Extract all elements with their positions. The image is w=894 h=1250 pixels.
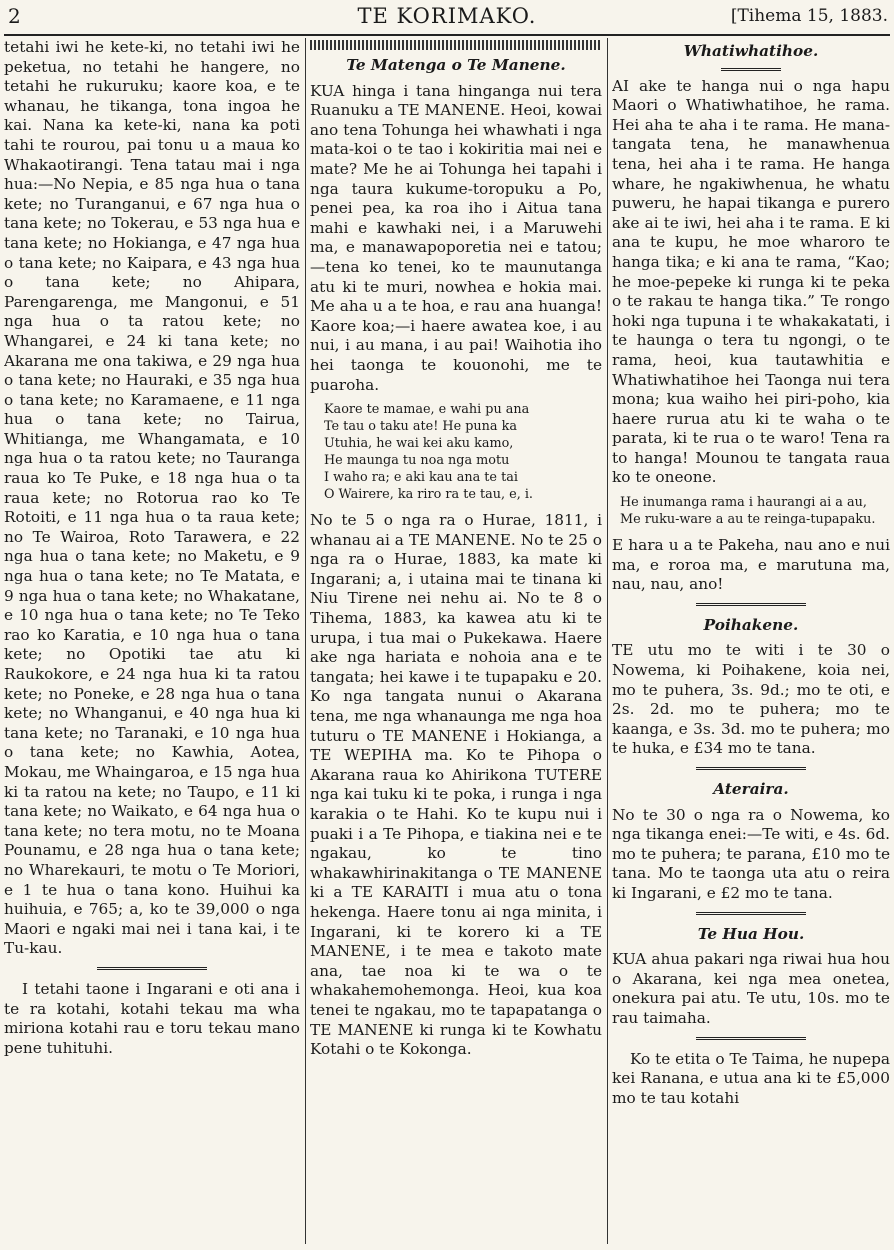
article-paragraph: No te 30 o nga ra o Nowema, ko nga tikanga enei:—Te witi, e 4s. 6d. mo te puhera; te parana, £10 mo te tana. Mo te taonga uta atu o reira ki Ingarani, e £2 mo te tana.: [612, 805, 890, 902]
page-number: 2: [8, 4, 21, 28]
ornamental-rule: [310, 40, 602, 50]
section-rule: [97, 967, 207, 972]
poem-line: Te tau o taku ate! He puna ka: [324, 419, 517, 435]
article-paragraph: No te 5 o nga ra o Hurae, 1811, i whanau ai a TE MANENE. No te 25 o nga ra o Hurae, 1883, ka mate ki Ingarani; a, i utaina mai te tinana ki Niu Tirene nei nehu ai. No te 8 o Tihema, 1883, ka kawea atu ki te urupa, i tua mai o Pukekawa. Haere ake nga hariata e nohoia ana e te tangata; hei kawe i te tupapaku e 20. Ko nga tangata nunui o Akarana tena, me nga whanaunga me nga hoa tuturu o TE MANENE i Hokianga, a TE WEPIHA ma. Ko te Pihopa o Akarana raua ko Ahirikona TUTERE nga kai tuku ki te poka, i runga i nga karakia o te Hahi. Ko te kupu nui i puaki i a Te Pihopa, e tiakina nei e te ngakau, ko te tino whakawhirinakitanga o TE MANENE ki a TE KARAITI i mua atu o tona hekenga. Haere tonu ai nga minita, i Ingarani, ki te korero ki a TE MANENE, i te mea e takoto mate ana, tae noa ki te wa o te whakahemohemonga. Heoi, kua koa tenei te ngakau, mo te tapapatanga o TE MANENE ki runga ki te Kowhatu Kotahi o te Kokonga.: [310, 511, 602, 1059]
poem-line: Utuhia, he wai kei aku kamo,: [324, 436, 514, 452]
column-divider: [607, 38, 608, 1244]
poem-line: I waho ra; e aki kau ana te tai: [324, 470, 518, 486]
article-paragraph: Ko te etita o Te Taima, he nupepa kei Ranana, e utua ana ki te £5,000 mo te tau kotahi: [612, 1049, 890, 1107]
article-paragraph: AI ake te hanga nui o nga hapu Maori o Whatiwhatihoe, he rama. Hei aha te aha i te rama. He mana-tangata tena, he manawhenua tena, hei aha i te rama. He hanga whare, he ngakiwhenua, he whatu puweru, he hapai tikanga e purero ake ai te iwi, hei aha i te rama. E ki ana te kupu, he moe wharoro te hanga tika; e ki ana te rama, “Kao; he moe-pepeke ki runga ki te peka o te rakau te hanga tika.” Te rongo hoki nga tupuna i te whakakatati, i te haunga o tera tu ngongi, o te rama, heoi, kua tautawhitia e Whatiwhatihoe hei Taonga nui tera mona; kua waiho hei piri-poho, kia haere rurua atu ki te waha o te parata, ki te rua o te waro! Tena ra to hanga! Mounou te tangata raua ko te oneone.: [612, 76, 890, 487]
header-rule: [4, 34, 890, 36]
issue-date: [Tihema 15, 1883.: [730, 6, 888, 26]
article-paragraph: tetahi iwi he kete-ki, no tetahi iwi he peketua, no tetahi he hangere, no tetahi he rukuruku; kaore koa, e te whanau, he tikanga, tona ingoa he kai. Nana ka kete-ki, nana ka poti tahi te rourou, pai tonu u a maua ko Whakaotirangi. Tena tatau mai i nga hua:—No Nepia, e 85 nga hua o tana kete; no Turanganui, e 67 nga hua o tana kete; no Tokerau, e 53 nga hua e tana kete; no Hokianga, e 47 nga hua o tana kete; no Kaipara, e 43 nga hua o tana kete; no Ahipara, Parengarenga, me Mangonui, e 51 nga hua o ta ratou kete; no Whangarei, e 24 ki tana kete; no Akarana me ona takiwa, e 29 nga hua o tana kete; no Hauraki, e 35 nga hua o tana kete; no Karamaene, e 11 nga hua o tana kete; no Tairua, Whitianga, me Whangamata, e 10 nga hua o ta ratou kete; no Tauranga raua ko Te Puke, e 18 nga hua o ta raua kete; no Rotorua rao ko Te Rotoiti, e 11 nga hua o ta raua kete; no Te Wairoa, Roto Tarawera, e 22 nga hua o tana kete; no Maketu, e 9 nga hua o tana kete; no Te Matata, e 9 nga hua o tana kete; no Whakatane, e 10 nga hua o tana kete; no Te Teko rao ko Karatia, e 10 nga hua o tana kete; no Opotiki tae atu ki Raukokore, e 24 nga hua ki ta ratou kete; no Poneke, e 28 nga hua o tana kete; no Whanganui, e 40 nga hua ki tana kete; no Taranaki, e 10 nga hua o tana kete; no Kawhia, Aotea, Mokau, me Whaingaroa, e 15 nga hua ki ta ratou na kete; no Taupo, e 11 ki tana kete; no Waikato, e 64 nga hua o tana kete; no tera motu, no te Moana Pounamu, e 28 nga hua o tana kete; no Wharekauri, te motu o Te Moriori, e 1 te hua o tana kono. Huihui ka huihuia, e 765; a, ko te 39,000 o nga Maori e ngaki mai nei i tana kai, i te Tu-kau.: [4, 38, 300, 958]
poem-line: Me ruku-ware a au te reinga-tupapaku.: [620, 512, 876, 528]
poem-line: O Wairere, ka riro ra te tau, e, i.: [324, 487, 534, 503]
article-paragraph: KUA ahua pakari nga riwai hua hou o Akarana, kei nga mea onetea, onekura pai atu. Te utu, 10s. mo te rau taimaha.: [612, 950, 890, 1027]
article-heading: Whatiwhatihoe.: [683, 42, 819, 60]
poem-line: He maunga tu noa nga motu: [324, 453, 510, 469]
column-left: [4, 38, 300, 1058]
article-paragraph: TE utu mo te witi i te 30 o Nowema, ki Poihakene, koia nei, mo te puhera, 3s. 9d.; mo te oti, e 2s. 2d. mo te puhera; mo te kaanga, e 3s. 3d. mo te puhera; mo te huka, e £34 mo te tana.: [612, 641, 890, 758]
poem-line: He inumanga rama i haurangi ai a au,: [620, 495, 867, 511]
article-heading: Ateraira.: [713, 780, 789, 798]
poem: [324, 401, 602, 503]
article-heading: Te Matenga o Te Manene.: [346, 56, 566, 74]
section-rule: [721, 68, 781, 73]
column-divider: [305, 38, 306, 1244]
column-right: [612, 38, 890, 1108]
article-paragraph: E hara u a te Pakeha, nau ano e nui ma, e roroa ma, e marutuna ma, nau, nau, ano!: [612, 536, 890, 594]
section-rule: [696, 1037, 806, 1042]
masthead: TE KORIMAKO.: [357, 4, 537, 28]
article-paragraph: I tetahi taone i Ingarani e oti ana i te ra kotahi, kotahi tekau ma wha miriona kotahi rau e toru tekau mano pene tuhituhi.: [4, 979, 300, 1057]
article-heading: Te Hua Hou.: [697, 924, 805, 943]
article-paragraph: KUA hinga i tana hinganga nui tera Ruanuku a TE MANENE. Heoi, kowai ano tena Tohunga hei whawhati i nga mata-koi o te tao i kokiritia mai nei e mate? Me he ai Tohunga hei tapahi i nga taura kukume-toropuku a Po, penei pea, ka roa iho i Aitua tana mahi e kawhaki nei, i a Maruwehi ma, e manawapoporetia nei e tatou;—tena ko tenei, ko te maunutanga atu ki te muri, nowhea e hokia mai. Me aha u a te hoa, e rau ana huanga! Kaore koa;—i haere awatea koe, i au nui, i au mana, i au pai! Waihotia iho hei taonga te kouonohi, me te puaroha.: [310, 81, 602, 394]
poem-line: Kaore te mamae, e wahi pu ana: [324, 402, 530, 418]
poem: [620, 494, 890, 528]
page-header: [0, 0, 894, 36]
column-middle: [310, 38, 602, 1060]
section-rule: [696, 912, 806, 917]
article-heading: Poihakene.: [703, 615, 799, 634]
section-rule: [696, 767, 806, 772]
section-rule: [696, 603, 806, 608]
